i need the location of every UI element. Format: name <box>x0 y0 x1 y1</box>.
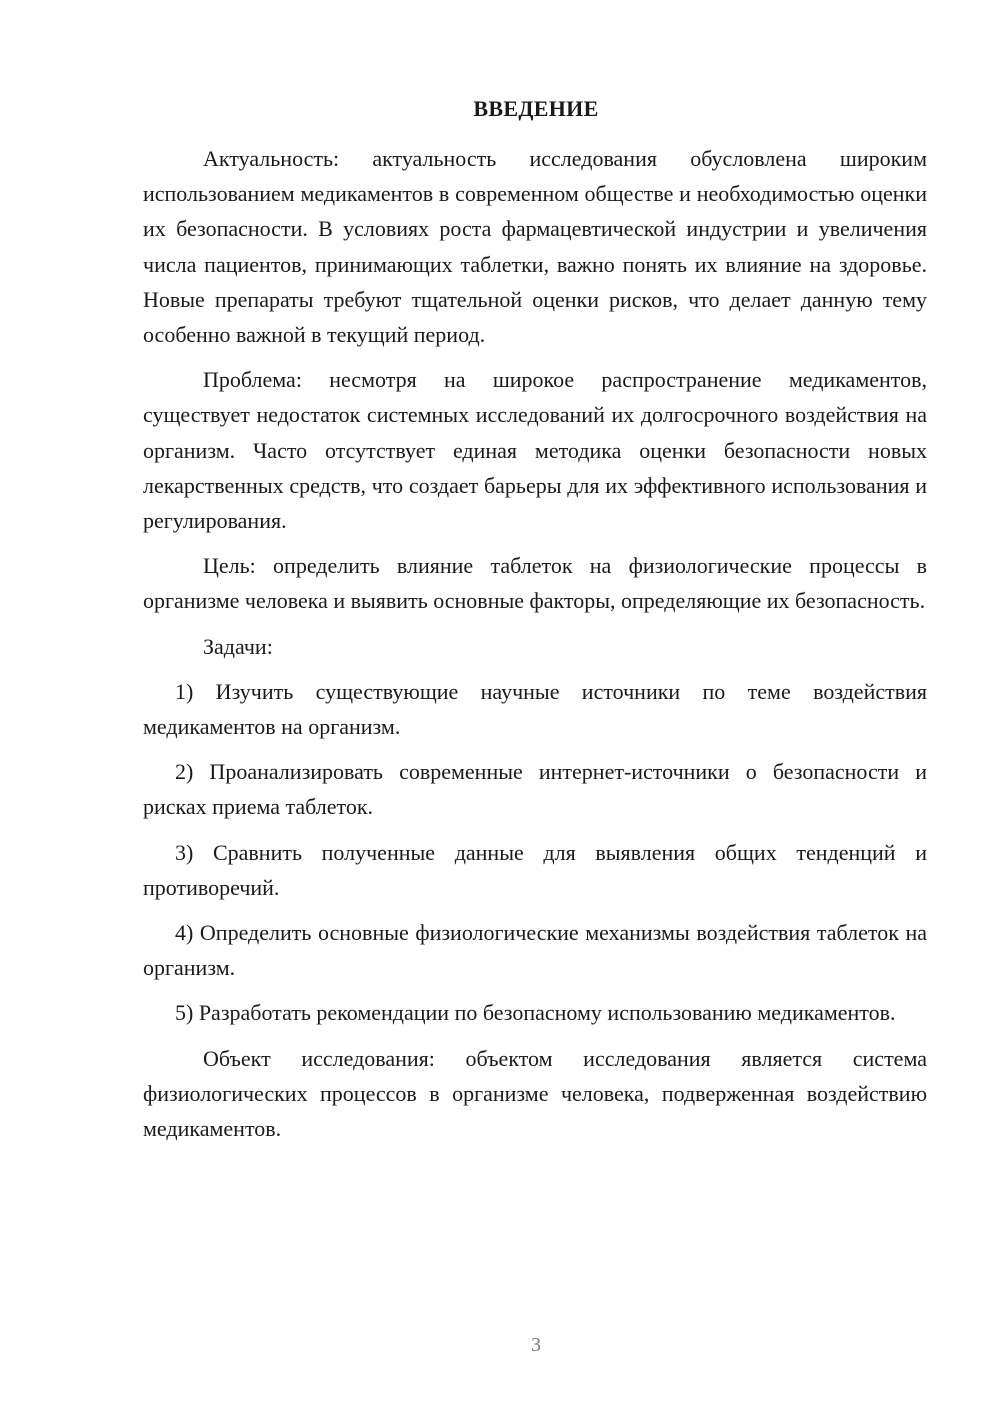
task-item-2: 2) Проанализировать современные интернет-источники о безопасности и рисках приема таблеток. <box>143 759 927 820</box>
tasks-title: Задачи: <box>203 633 273 659</box>
paragraph-goal: Цель: определить влияние таблеток на физиологические процессы в организме человека и выявить основные факторы, определяющие их безопасность. <box>143 553 927 614</box>
page-number: 3 <box>531 1334 541 1356</box>
task-item-4: 4) Определить основные физиологические механизмы воздействия таблеток на организм. <box>143 920 927 981</box>
paragraph-object: Объект исследования: объектом исследования является система физиологических процессов в организме человека, подверженная воздействию медикаментов. <box>143 1045 927 1142</box>
body-text <box>143 141 927 1156</box>
task-item-3: 3) Сравнить полученные данные для выявления общих тенденций и противоречий. <box>143 839 927 900</box>
paragraph-problem: Проблема: несмотря на широкое распространение медикаментов, существует недостаток системных исследований их долгосрочного воздействия на организм. Часто отсутствует единая методика оценки безопасности новых лекарственных средств, что создает барьеры для их эффективного использования и регулирования. <box>143 367 927 534</box>
section-heading: ВВЕДЕНИЕ <box>473 96 599 121</box>
paragraph-relevance: Актуальность: актуальность исследования обусловлена широким использованием медикаментов в современном обществе и необходимостью оценки их безопасности. В условиях роста фармацевтической индустрии и увеличения числа пациентов, принимающих таблетки, важно понять их влияние на здоровье. Новые препараты требуют тщательной оценки рисков, что делает данную тему особенно важной в текущий период. <box>143 146 927 348</box>
task-item-5: 5) Разработать рекомендации по безопасному использованию медикаментов. <box>175 1000 896 1026</box>
task-item-1: 1) Изучить существующие научные источники по теме воздействия медикаментов на организм. <box>143 678 927 740</box>
